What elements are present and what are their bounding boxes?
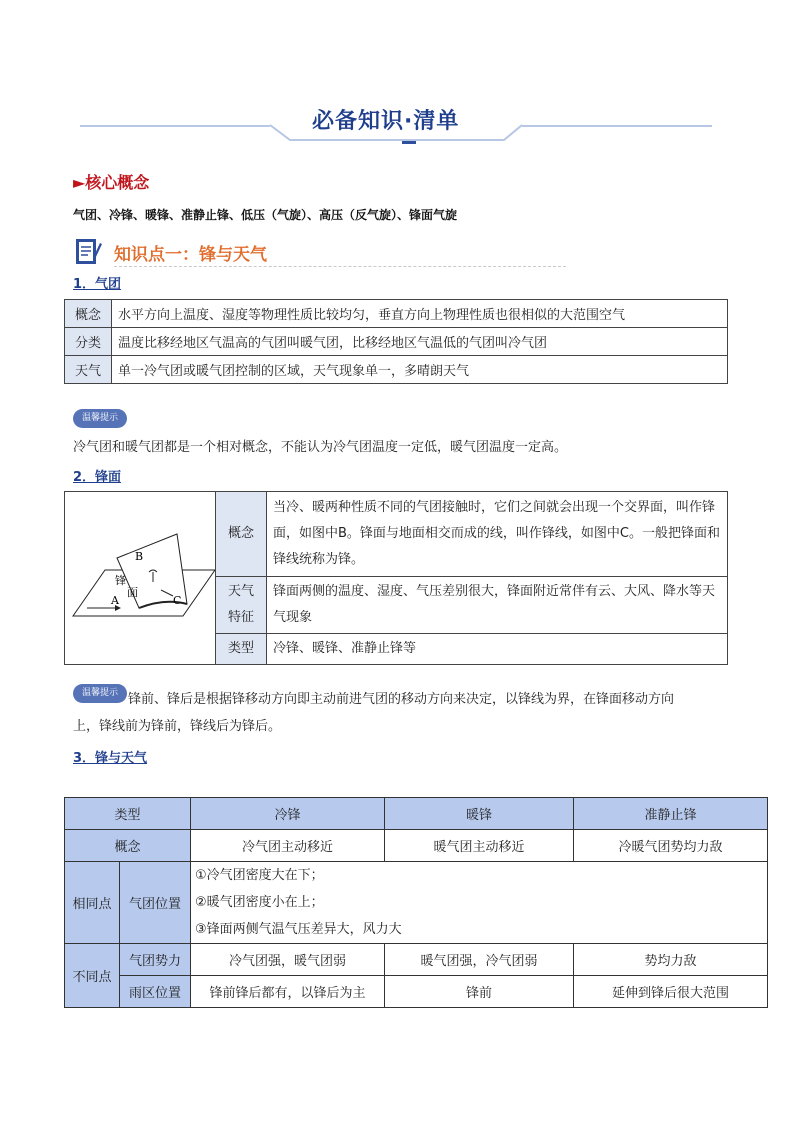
same-item: ①冷气团密度大在下； xyxy=(195,868,324,883)
tip-text-line-2: 上，锋线前为锋前，锋线后为锋后。 xyxy=(73,719,282,734)
front-concept-label: 概念 xyxy=(216,492,267,577)
header-cell: 准静止锋 xyxy=(574,798,768,830)
air-mass-title: 1．气团 xyxy=(73,277,122,292)
table-cell: 冷气团强，暖气团弱 xyxy=(191,944,385,976)
air-mass-table xyxy=(64,299,728,384)
same-item: ②暖气团密度小在上； xyxy=(195,895,324,910)
tip-text: 冷气团和暖气团都是一个相对概念，不能认为冷气团温度一定低，暖气团温度一定高。 xyxy=(73,440,568,455)
label-c: C xyxy=(173,594,182,607)
same-item: ③锋面两侧气温气压差异大，风力大 xyxy=(195,922,402,937)
front-type-text: 冷锋、暖锋、准静止锋等 xyxy=(267,634,728,665)
table-cell: 锋前锋后都有，以锋后为主 xyxy=(191,976,385,1008)
banner-accent xyxy=(402,141,416,144)
table-row xyxy=(65,944,768,976)
front-diagram xyxy=(65,528,215,628)
table-cell: 暖气团强，冷气团弱 xyxy=(385,944,574,976)
header-cell: 类型 xyxy=(65,798,191,830)
table-row xyxy=(65,300,728,328)
label-a: A xyxy=(111,594,119,607)
front-weather-text: 锋面两侧的温度、湿度、气压差别很大，锋面附近常伴有云、大风、降水等天气现象 xyxy=(267,577,728,634)
table-row xyxy=(65,492,728,577)
concept-label: 概念 xyxy=(65,830,191,862)
tip-badge: 温馨提示 xyxy=(73,684,127,703)
knowledge-point-divider xyxy=(114,266,566,267)
front-title: 2．锋面 xyxy=(73,470,122,485)
table-cell: 锋前 xyxy=(385,976,574,1008)
table-row xyxy=(65,976,768,1008)
tip-text-line-1: 锋前、锋后是根据锋移动方向即主动前进气团的移动方向来决定，以锋线为界，在锋面移动方向 xyxy=(128,692,675,707)
banner-line-left xyxy=(80,125,270,127)
front-weather-title: 3．锋与天气 xyxy=(73,751,148,766)
table-row xyxy=(65,862,768,944)
diff-label: 不同点 xyxy=(65,944,120,1008)
header-cell: 冷锋 xyxy=(191,798,385,830)
rain-label: 雨区位置 xyxy=(120,976,191,1008)
position-label: 气团位置 xyxy=(120,862,191,944)
front-weather-label-1: 天气 xyxy=(227,584,254,599)
tip-badge: 温馨提示 xyxy=(73,409,127,428)
front-diagram-cell xyxy=(65,492,216,665)
table-row xyxy=(65,830,768,862)
row-label: 天气 xyxy=(65,356,112,384)
row-label: 分类 xyxy=(65,328,112,356)
table-cell: 暖气团主动移近 xyxy=(385,830,574,862)
page-title: 必备知识·清单 xyxy=(312,109,460,134)
table-cell: 延伸到锋后很大范围 xyxy=(574,976,768,1008)
row-text: 温度比移经地区气温高的气团叫暖气团，比移经地区气温低的气团叫冷气团 xyxy=(112,328,728,356)
label-feng: 锋 xyxy=(115,574,126,587)
label-b: B xyxy=(135,550,144,563)
header-cell: 暖锋 xyxy=(385,798,574,830)
banner-line-right xyxy=(522,125,712,127)
same-items xyxy=(191,862,768,944)
front-weather-label-2: 特征 xyxy=(227,610,254,625)
table-cell: 势均力敌 xyxy=(574,944,768,976)
knowledge-point-title: 知识点一：锋与天气 xyxy=(114,245,267,265)
row-label: 概念 xyxy=(65,300,112,328)
table-header-row xyxy=(65,798,768,830)
table-cell: 冷气团主动移近 xyxy=(191,830,385,862)
core-concepts-terms: 气团、冷锋、暖锋、准静止锋、低压（气旋）、高压（反气旋）、锋面气旋 xyxy=(73,208,458,222)
front-concept-text: 当冷、暖两种性质不同的气团接触时，它们之间就会出现一个交界面，叫作锋面，如图中B。锋面与地面相交而成的线，叫作锋线，如图中C。一般把锋面和锋线统称为锋。 xyxy=(267,492,728,577)
front-weather-label xyxy=(216,577,267,634)
core-concepts-heading: ►核心概念 xyxy=(73,173,150,192)
table-row xyxy=(65,356,728,384)
front-type-label: 类型 xyxy=(216,634,267,665)
front-weather-table xyxy=(64,797,768,1008)
row-text: 单一冷气团或暖气团控制的区域，天气现象单一，多晴朗天气 xyxy=(112,356,728,384)
same-label: 相同点 xyxy=(65,862,120,944)
notebook-pencil-icon xyxy=(73,236,103,266)
front-table xyxy=(64,491,728,665)
label-mian: 面 xyxy=(127,586,138,599)
table-row xyxy=(65,328,728,356)
force-label: 气团势力 xyxy=(120,944,191,976)
table-cell: 冷暖气团势均力敌 xyxy=(574,830,768,862)
row-text: 水平方向上温度、湿度等物理性质比较均匀，垂直方向上物理性质也很相似的大范围空气 xyxy=(112,300,728,328)
